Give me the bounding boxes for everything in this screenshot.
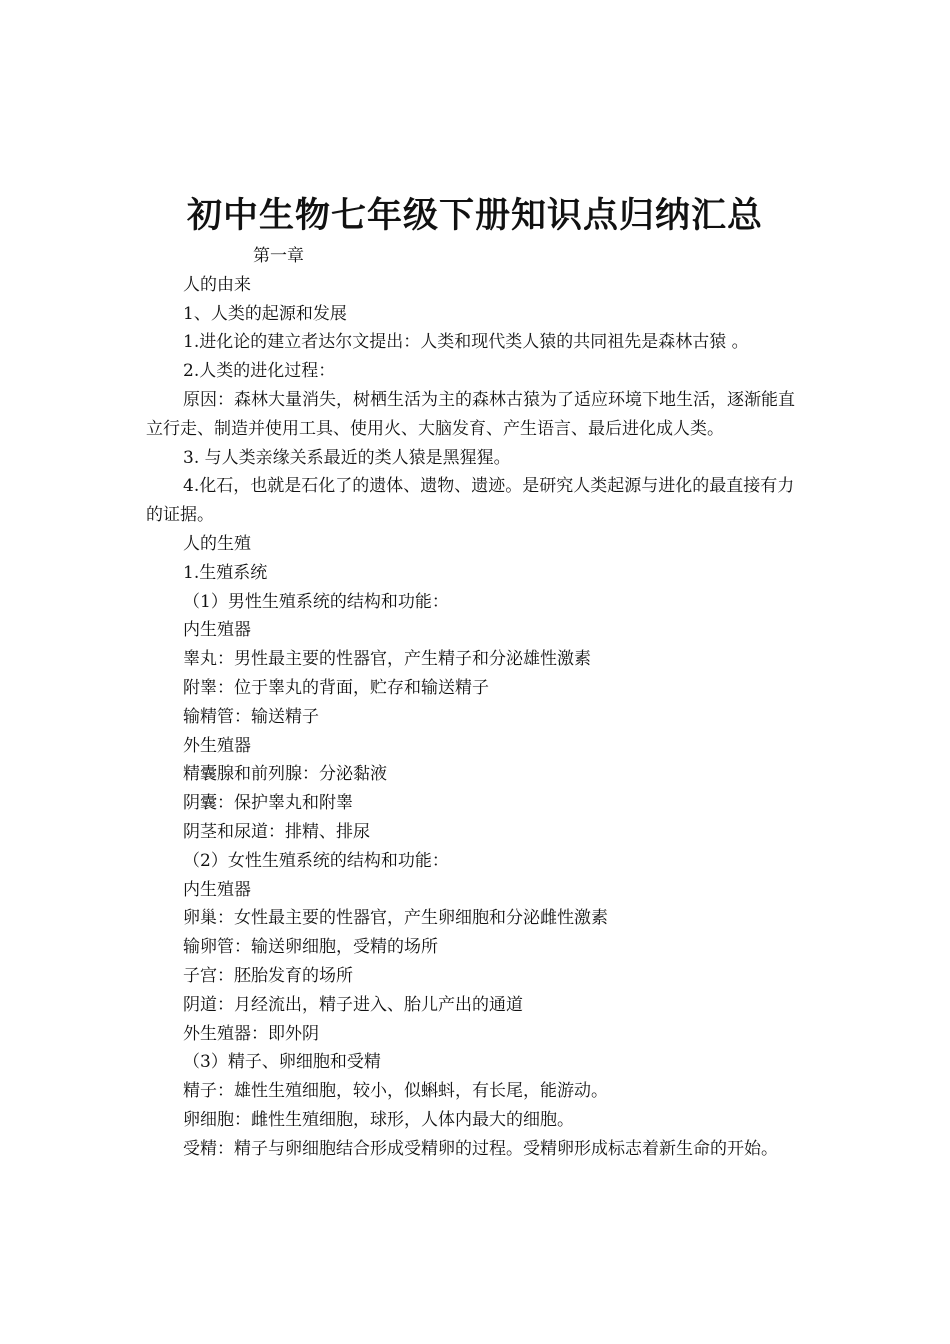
paragraph: 阴茎和尿道：排精、排尿 bbox=[183, 821, 370, 842]
paragraph: 受精：精子与卵细胞结合形成受精卵的过程。受精卵形成标志着新生命的开始。 bbox=[183, 1138, 778, 1159]
paragraph: 内生殖器 bbox=[183, 879, 251, 900]
paragraph: 附睾：位于睾丸的背面，贮存和输送精子 bbox=[183, 677, 489, 698]
paragraph: 2.人类的进化过程： bbox=[183, 361, 336, 382]
paragraph: 输精管：输送精子 bbox=[183, 706, 319, 727]
paragraph: 3. 与人类亲缘关系最近的类人猿是黑猩猩。 bbox=[183, 447, 511, 468]
paragraph: 精子：雄性生殖细胞，较小，似蝌蚪，有长尾，能游动。 bbox=[183, 1081, 608, 1102]
paragraph: 阴道：月经流出，精子进入、胎儿产出的通道 bbox=[183, 994, 523, 1015]
paragraph: 内生殖器 bbox=[183, 620, 251, 641]
paragraph: （3）精子、卵细胞和受精 bbox=[183, 1052, 381, 1073]
paragraph: 外生殖器：即外阴 bbox=[183, 1023, 319, 1044]
section-heading: 人的由来 bbox=[183, 274, 251, 295]
paragraph: 4.化石，也就是石化了的遗体、遗物、遗迹。是研究人类起源与进化的最直接有力的证据。 bbox=[146, 476, 795, 526]
subsection-heading: 1.生殖系统 bbox=[183, 562, 268, 583]
document-body bbox=[146, 242, 806, 1164]
paragraph: 睾丸：男性最主要的性器官，产生精子和分泌雄性激素 bbox=[183, 649, 591, 670]
paragraph: 卵巢：女性最主要的性器官，产生卵细胞和分泌雌性激素 bbox=[183, 908, 608, 929]
paragraph: 子宫：胚胎发育的场所 bbox=[183, 965, 353, 986]
document-title: 初中生物七年级下册知识点归纳汇总 bbox=[186, 196, 763, 236]
paragraph: 1.进化论的建立者达尔文提出：人类和现代类人猿的共同祖先是森林古猿 。 bbox=[183, 332, 749, 353]
paragraph: 外生殖器 bbox=[183, 735, 251, 756]
section-heading: 人的生殖 bbox=[183, 533, 251, 554]
paragraph: 输卵管：输送卵细胞，受精的场所 bbox=[183, 937, 438, 958]
paragraph: 阴囊：保护睾丸和附睾 bbox=[183, 793, 353, 814]
chapter-heading: 第一章 bbox=[253, 246, 304, 266]
paragraph: 原因：森林大量消失，树栖生活为主的森林古猿为了适应环境下地生活，逐渐能直立行走、制造并使用工具、使用火、大脑发育、产生语言、最后进化成人类。 bbox=[146, 389, 795, 439]
paragraph: （2）女性生殖系统的结构和功能： bbox=[183, 850, 449, 871]
paragraph: 精囊腺和前列腺：分泌黏液 bbox=[183, 764, 387, 785]
subsection-heading: 1、人类的起源和发展 bbox=[183, 303, 347, 324]
paragraph: （1）男性生殖系统的结构和功能： bbox=[183, 591, 449, 612]
paragraph: 卵细胞：雌性生殖细胞，球形，人体内最大的细胞。 bbox=[183, 1109, 574, 1130]
